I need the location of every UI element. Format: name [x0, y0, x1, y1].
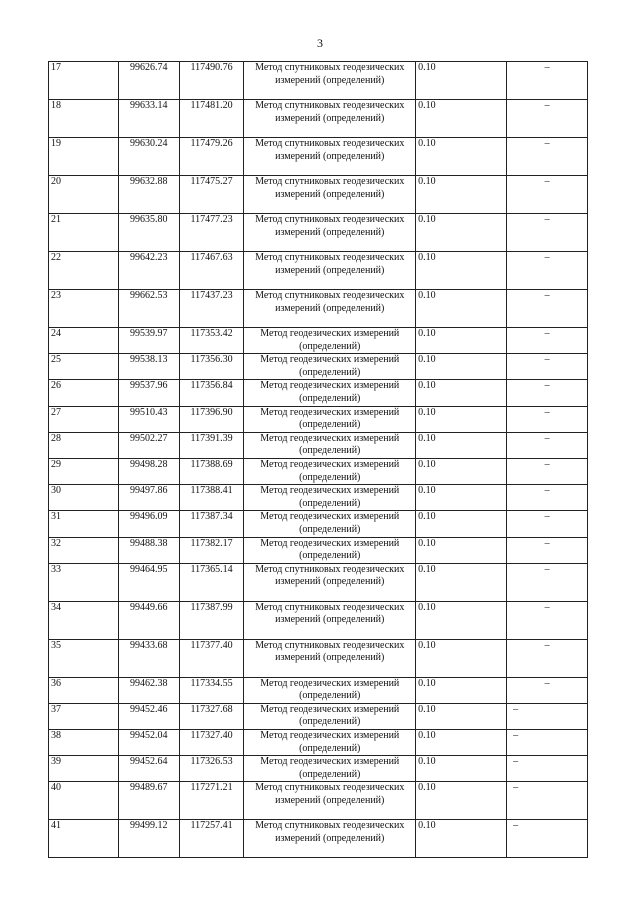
y-coordinate-cell: 117326.53 [179, 756, 243, 782]
table-row [49, 100, 588, 138]
note-cell [507, 252, 588, 290]
dash-mark: – [513, 756, 519, 768]
x-coordinate-cell: 99488.38 [118, 537, 179, 563]
table-row [49, 458, 588, 484]
accuracy-cell: 0.10 [416, 458, 507, 484]
dash-mark: – [544, 354, 550, 366]
x-coordinate-cell: 99489.67 [118, 782, 179, 820]
method-cell: Метод геодезических измерений (определений) [244, 677, 416, 703]
x-coordinate-cell: 99539.97 [118, 328, 179, 354]
point-number-cell: 39 [49, 756, 119, 782]
x-coordinate-cell: 99452.46 [118, 703, 179, 729]
point-number-cell: 32 [49, 537, 119, 563]
accuracy-cell: 0.10 [416, 176, 507, 214]
point-number-cell: 25 [49, 354, 119, 380]
note-cell [507, 214, 588, 252]
x-coordinate-cell: 99537.96 [118, 380, 179, 406]
y-coordinate-cell: 117387.34 [179, 511, 243, 537]
accuracy-cell: 0.10 [416, 328, 507, 354]
method-cell: Метод геодезических измерений (определений) [244, 485, 416, 511]
method-cell: Метод геодезических измерений (определений) [244, 537, 416, 563]
coordinates-table [48, 61, 588, 858]
x-coordinate-cell: 99497.86 [118, 485, 179, 511]
dash-mark: – [544, 639, 550, 651]
table-row [49, 756, 588, 782]
accuracy-cell: 0.10 [416, 756, 507, 782]
y-coordinate-cell: 117388.69 [179, 458, 243, 484]
point-number-cell: 40 [49, 782, 119, 820]
note-cell [507, 328, 588, 354]
point-number-cell: 18 [49, 100, 119, 138]
y-coordinate-cell: 117382.17 [179, 537, 243, 563]
point-number-cell: 30 [49, 485, 119, 511]
note-cell [507, 820, 588, 858]
dash-mark: – [544, 601, 550, 613]
dash-mark: – [544, 432, 550, 444]
dash-mark: – [544, 62, 550, 73]
method-cell: Метод спутниковых геодезических измерений (определений) [244, 252, 416, 290]
x-coordinate-cell: 99635.80 [118, 214, 179, 252]
y-coordinate-cell: 117271.21 [179, 782, 243, 820]
x-coordinate-cell: 99662.53 [118, 290, 179, 328]
dash-mark: – [513, 703, 519, 715]
point-number-cell: 33 [49, 563, 119, 601]
point-number-cell: 41 [49, 820, 119, 858]
note-cell [507, 782, 588, 820]
note-cell [507, 563, 588, 601]
method-cell: Метод спутниковых геодезических измерений (определений) [244, 601, 416, 639]
dash-mark: – [544, 563, 550, 575]
y-coordinate-cell: 117327.40 [179, 730, 243, 756]
accuracy-cell: 0.10 [416, 782, 507, 820]
dash-mark: – [513, 730, 519, 742]
accuracy-cell: 0.10 [416, 601, 507, 639]
method-cell: Метод геодезических измерений (определений) [244, 406, 416, 432]
note-cell [507, 100, 588, 138]
page-number: 3 [317, 36, 323, 50]
x-coordinate-cell: 99538.13 [118, 354, 179, 380]
point-number-cell: 21 [49, 214, 119, 252]
method-cell: Метод спутниковых геодезических измерений (определений) [244, 290, 416, 328]
x-coordinate-cell: 99462.38 [118, 677, 179, 703]
accuracy-cell: 0.10 [416, 485, 507, 511]
y-coordinate-cell: 117391.39 [179, 432, 243, 458]
accuracy-cell: 0.10 [416, 406, 507, 432]
table-row [49, 537, 588, 563]
table-row [49, 639, 588, 677]
note-cell [507, 458, 588, 484]
point-number-cell: 36 [49, 677, 119, 703]
y-coordinate-cell: 117356.84 [179, 380, 243, 406]
x-coordinate-cell: 99510.43 [118, 406, 179, 432]
y-coordinate-cell: 117388.41 [179, 485, 243, 511]
table-row [49, 485, 588, 511]
table-row [49, 290, 588, 328]
accuracy-cell: 0.10 [416, 252, 507, 290]
x-coordinate-cell: 99499.12 [118, 820, 179, 858]
y-coordinate-cell: 117257.41 [179, 820, 243, 858]
y-coordinate-cell: 117437.23 [179, 290, 243, 328]
point-number-cell: 37 [49, 703, 119, 729]
accuracy-cell: 0.10 [416, 639, 507, 677]
y-coordinate-cell: 117481.20 [179, 100, 243, 138]
y-coordinate-cell: 117334.55 [179, 677, 243, 703]
dash-mark: – [544, 406, 550, 418]
accuracy-cell: 0.10 [416, 537, 507, 563]
accuracy-cell: 0.10 [416, 214, 507, 252]
y-coordinate-cell: 117477.23 [179, 214, 243, 252]
y-coordinate-cell: 117396.90 [179, 406, 243, 432]
dash-mark: – [544, 328, 550, 339]
dash-mark: – [544, 458, 550, 470]
table-row [49, 703, 588, 729]
x-coordinate-cell: 99632.88 [118, 176, 179, 214]
dash-mark: – [544, 511, 550, 523]
x-coordinate-cell: 99464.95 [118, 563, 179, 601]
accuracy-cell: 0.10 [416, 703, 507, 729]
dash-mark: – [513, 820, 519, 832]
x-coordinate-cell: 99433.68 [118, 639, 179, 677]
dash-mark: – [544, 380, 550, 392]
method-cell: Метод геодезических измерений (определений) [244, 328, 416, 354]
note-cell [507, 639, 588, 677]
table-row [49, 354, 588, 380]
point-number-cell: 26 [49, 380, 119, 406]
y-coordinate-cell: 117377.40 [179, 639, 243, 677]
y-coordinate-cell: 117490.76 [179, 62, 243, 100]
point-number-cell: 22 [49, 252, 119, 290]
accuracy-cell: 0.10 [416, 820, 507, 858]
method-cell: Метод спутниковых геодезических измерений (определений) [244, 782, 416, 820]
method-cell: Метод геодезических измерений (определений) [244, 511, 416, 537]
dash-mark: – [544, 100, 550, 111]
point-number-cell: 27 [49, 406, 119, 432]
method-cell: Метод спутниковых геодезических измерений (определений) [244, 176, 416, 214]
accuracy-cell: 0.10 [416, 677, 507, 703]
table-row [49, 432, 588, 458]
table-row [49, 328, 588, 354]
dash-mark: – [544, 537, 550, 549]
note-cell [507, 290, 588, 328]
x-coordinate-cell: 99452.64 [118, 756, 179, 782]
method-cell: Метод спутниковых геодезических измерений (определений) [244, 138, 416, 176]
note-cell [507, 537, 588, 563]
table-row [49, 252, 588, 290]
method-cell: Метод спутниковых геодезических измерений (определений) [244, 820, 416, 858]
x-coordinate-cell: 99502.27 [118, 432, 179, 458]
point-number-cell: 20 [49, 176, 119, 214]
dash-mark: – [544, 677, 550, 689]
x-coordinate-cell: 99633.14 [118, 100, 179, 138]
x-coordinate-cell: 99452.04 [118, 730, 179, 756]
y-coordinate-cell: 117479.26 [179, 138, 243, 176]
accuracy-cell: 0.10 [416, 730, 507, 756]
table-row [49, 782, 588, 820]
point-number-cell: 17 [49, 62, 119, 100]
y-coordinate-cell: 117353.42 [179, 328, 243, 354]
accuracy-cell: 0.10 [416, 380, 507, 406]
table-row [49, 820, 588, 858]
y-coordinate-cell: 117475.27 [179, 176, 243, 214]
table-row [49, 406, 588, 432]
method-cell: Метод геодезических измерений (определений) [244, 432, 416, 458]
coordinates-table-body [49, 62, 588, 858]
note-cell [507, 432, 588, 458]
table-row [49, 138, 588, 176]
method-cell: Метод геодезических измерений (определений) [244, 354, 416, 380]
method-cell: Метод спутниковых геодезических измерений (определений) [244, 100, 416, 138]
table-row [49, 62, 588, 100]
note-cell [507, 406, 588, 432]
note-cell [507, 703, 588, 729]
method-cell: Метод спутниковых геодезических измерений (определений) [244, 563, 416, 601]
method-cell: Метод спутниковых геодезических измерений (определений) [244, 62, 416, 100]
table-row [49, 563, 588, 601]
point-number-cell: 29 [49, 458, 119, 484]
point-number-cell: 19 [49, 138, 119, 176]
point-number-cell: 28 [49, 432, 119, 458]
table-row [49, 677, 588, 703]
x-coordinate-cell: 99498.28 [118, 458, 179, 484]
note-cell [507, 485, 588, 511]
x-coordinate-cell: 99642.23 [118, 252, 179, 290]
accuracy-cell: 0.10 [416, 100, 507, 138]
note-cell [507, 511, 588, 537]
y-coordinate-cell: 117365.14 [179, 563, 243, 601]
note-cell [507, 176, 588, 214]
method-cell: Метод геодезических измерений (определений) [244, 703, 416, 729]
note-cell [507, 354, 588, 380]
dash-mark: – [544, 252, 550, 263]
dash-mark: – [544, 176, 550, 187]
method-cell: Метод геодезических измерений (определений) [244, 380, 416, 406]
point-number-cell: 38 [49, 730, 119, 756]
table-row [49, 176, 588, 214]
table-row [49, 601, 588, 639]
method-cell: Метод геодезических измерений (определений) [244, 730, 416, 756]
y-coordinate-cell: 117387.99 [179, 601, 243, 639]
y-coordinate-cell: 117467.63 [179, 252, 243, 290]
x-coordinate-cell: 99449.66 [118, 601, 179, 639]
dash-mark: – [544, 485, 550, 497]
dash-mark: – [544, 214, 550, 225]
dash-mark: – [544, 138, 550, 149]
y-coordinate-cell: 117356.30 [179, 354, 243, 380]
point-number-cell: 31 [49, 511, 119, 537]
method-cell: Метод спутниковых геодезических измерений (определений) [244, 639, 416, 677]
accuracy-cell: 0.10 [416, 432, 507, 458]
point-number-cell: 34 [49, 601, 119, 639]
note-cell [507, 380, 588, 406]
note-cell [507, 62, 588, 100]
point-number-cell: 24 [49, 328, 119, 354]
accuracy-cell: 0.10 [416, 563, 507, 601]
accuracy-cell: 0.10 [416, 62, 507, 100]
table-row [49, 511, 588, 537]
note-cell [507, 138, 588, 176]
x-coordinate-cell: 99626.74 [118, 62, 179, 100]
point-number-cell: 23 [49, 290, 119, 328]
accuracy-cell: 0.10 [416, 511, 507, 537]
table-row [49, 214, 588, 252]
note-cell [507, 601, 588, 639]
method-cell: Метод геодезических измерений (определений) [244, 458, 416, 484]
x-coordinate-cell: 99630.24 [118, 138, 179, 176]
note-cell [507, 730, 588, 756]
accuracy-cell: 0.10 [416, 138, 507, 176]
note-cell [507, 756, 588, 782]
x-coordinate-cell: 99496.09 [118, 511, 179, 537]
table-row [49, 730, 588, 756]
dash-mark: – [544, 290, 550, 301]
table-row [49, 380, 588, 406]
accuracy-cell: 0.10 [416, 290, 507, 328]
accuracy-cell: 0.10 [416, 354, 507, 380]
y-coordinate-cell: 117327.68 [179, 703, 243, 729]
method-cell: Метод геодезических измерений (определений) [244, 756, 416, 782]
dash-mark: – [513, 782, 519, 794]
note-cell [507, 677, 588, 703]
method-cell: Метод спутниковых геодезических измерений (определений) [244, 214, 416, 252]
point-number-cell: 35 [49, 639, 119, 677]
